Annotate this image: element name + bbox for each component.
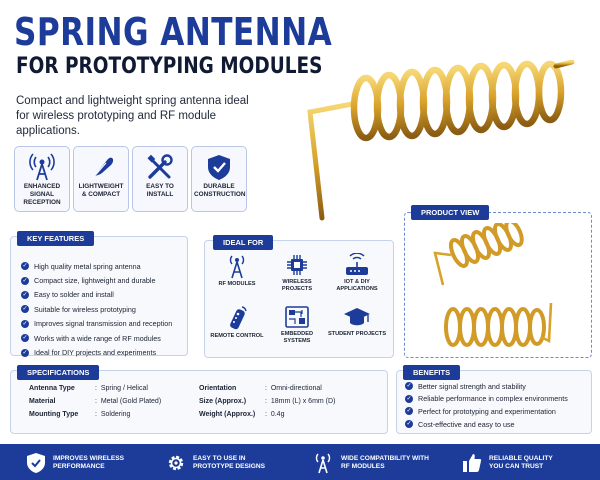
page-subtitle: FOR PROTOTYPING MODULES	[16, 54, 323, 79]
feature-label: LIGHTWEIGHT & COMPACT	[78, 183, 124, 198]
check-icon: ✓	[406, 383, 412, 390]
ideal-item-embedded-systems: EMBEDDED SYSTEMS	[267, 305, 327, 345]
banner-item-compatibility: WIDE COMPATIBILITY WITH RF MODULES	[312, 452, 429, 474]
shield-check-icon	[204, 153, 234, 181]
spec-key: Weight (Approx.)	[199, 411, 256, 418]
check-icon: ✓	[22, 349, 28, 356]
benefits-title: BENEFITS	[403, 365, 460, 380]
ideal-for-panel	[204, 240, 394, 358]
spec-value: : Metal (Gold Plated)	[95, 398, 162, 405]
check-icon: ✓	[406, 395, 412, 402]
key-features-panel	[10, 236, 188, 356]
feature-card-durable	[191, 146, 247, 212]
spec-key: Mounting Type	[29, 411, 79, 418]
key-features-title: KEY FEATURES	[17, 231, 94, 246]
benefits-list	[405, 380, 568, 430]
ideal-item-remote-control: REMOTE CONTROL	[207, 305, 267, 340]
router-icon	[344, 253, 370, 277]
ideal-item-rf-modules: RF MODULES	[207, 253, 267, 288]
ideal-item-iot-diy: IOT & DIY APPLICATIONS	[327, 253, 387, 293]
list-item: ✓ Works with a wide range of RF modules	[22, 333, 161, 343]
spec-value: : 0.4g	[265, 411, 285, 418]
spec-value: : Spring / Helical	[95, 385, 148, 392]
ideal-for-title: IDEAL FOR	[213, 235, 273, 250]
list-item: ✓ Easy to solder and install	[22, 290, 114, 300]
list-item: ✓ Suitable for wireless prototyping	[22, 304, 136, 314]
tools-icon	[145, 153, 175, 181]
graduation-cap-icon	[343, 305, 371, 329]
list-item: ✓ Cost-effective and easy to use	[406, 419, 515, 429]
circuit-board-icon	[284, 305, 310, 329]
feature-card-lightweight	[73, 146, 129, 212]
check-icon: ✓	[406, 408, 412, 415]
banner-item-performance: IMPROVES WIRELESS PERFORMANCE	[26, 452, 124, 474]
product-view-panel	[404, 208, 592, 358]
feature-card-install	[132, 146, 188, 212]
key-features-list	[21, 259, 172, 360]
spec-key: Orientation	[199, 385, 237, 392]
spring-side-view-image	[441, 297, 581, 355]
spec-key: Material	[29, 398, 56, 405]
list-item: ✓ Improves signal transmission and reception	[22, 319, 173, 329]
list-item: ✓ Ideal for DIY projects and experiments	[22, 348, 157, 358]
list-item: ✓ Reliable performance in complex environments	[406, 394, 568, 404]
benefits-panel	[396, 370, 592, 434]
shield-check-icon	[26, 452, 46, 474]
check-icon: ✓	[22, 306, 28, 313]
rf-tower-icon	[226, 253, 248, 279]
ideal-item-student-projects: STUDENT PROJECTS	[327, 305, 387, 338]
list-item: ✓ Better signal strength and stability	[406, 381, 526, 391]
banner-item-easy-use: EASY TO USE IN PROTOTYPE DESIGNS	[166, 452, 265, 474]
specifications-title: SPECIFICATIONS	[17, 365, 99, 380]
specifications-panel	[10, 370, 388, 434]
spring-top-view-image	[425, 223, 535, 293]
bottom-banner	[0, 444, 600, 480]
feature-label: EASY TO INSTALL	[146, 183, 174, 198]
spec-value: : Soldering	[95, 411, 131, 418]
check-icon: ✓	[406, 421, 412, 428]
thumbs-up-icon	[462, 453, 482, 473]
antenna-tower-icon	[312, 452, 334, 474]
feature-card-signal	[14, 146, 70, 212]
feature-label: DURABLE CONSTRUCTION	[194, 183, 246, 198]
spec-key: Size (Approx.)	[199, 398, 247, 405]
check-icon: ✓	[22, 335, 28, 342]
spec-value: : 18mm (L) x 6mm (D)	[265, 398, 336, 405]
banner-item-quality: RELIABLE QUALITY YOU CAN TRUST	[462, 452, 553, 474]
page-title: SPRING ANTENNA	[14, 10, 333, 54]
list-item: ✓ Perfect for prototyping and experimentation	[406, 406, 556, 416]
chip-icon	[285, 253, 309, 277]
check-icon: ✓	[22, 263, 28, 270]
list-item: ✓ Compact size, lightweight and durable	[22, 276, 156, 286]
spec-value: : Omni-directional	[265, 385, 322, 392]
ideal-item-wireless-projects: WIRELESS PROJECTS	[267, 253, 327, 293]
check-icon: ✓	[22, 320, 28, 327]
feature-label: ENHANCED SIGNAL RECEPTION	[23, 183, 61, 206]
product-view-title: PRODUCT VIEW	[411, 205, 489, 220]
list-item: ✓ High quality metal spring antenna	[22, 261, 141, 271]
remote-icon	[225, 305, 249, 331]
feather-icon	[86, 153, 116, 181]
check-icon: ✓	[22, 291, 28, 298]
spec-key: Antenna Type	[29, 385, 75, 392]
antenna-tower-icon	[27, 153, 57, 181]
check-icon: ✓	[22, 277, 28, 284]
gear-icon	[166, 453, 186, 473]
tagline: Compact and lightweight spring antenna ideal for wireless prototyping and RF module applications.	[16, 95, 249, 137]
